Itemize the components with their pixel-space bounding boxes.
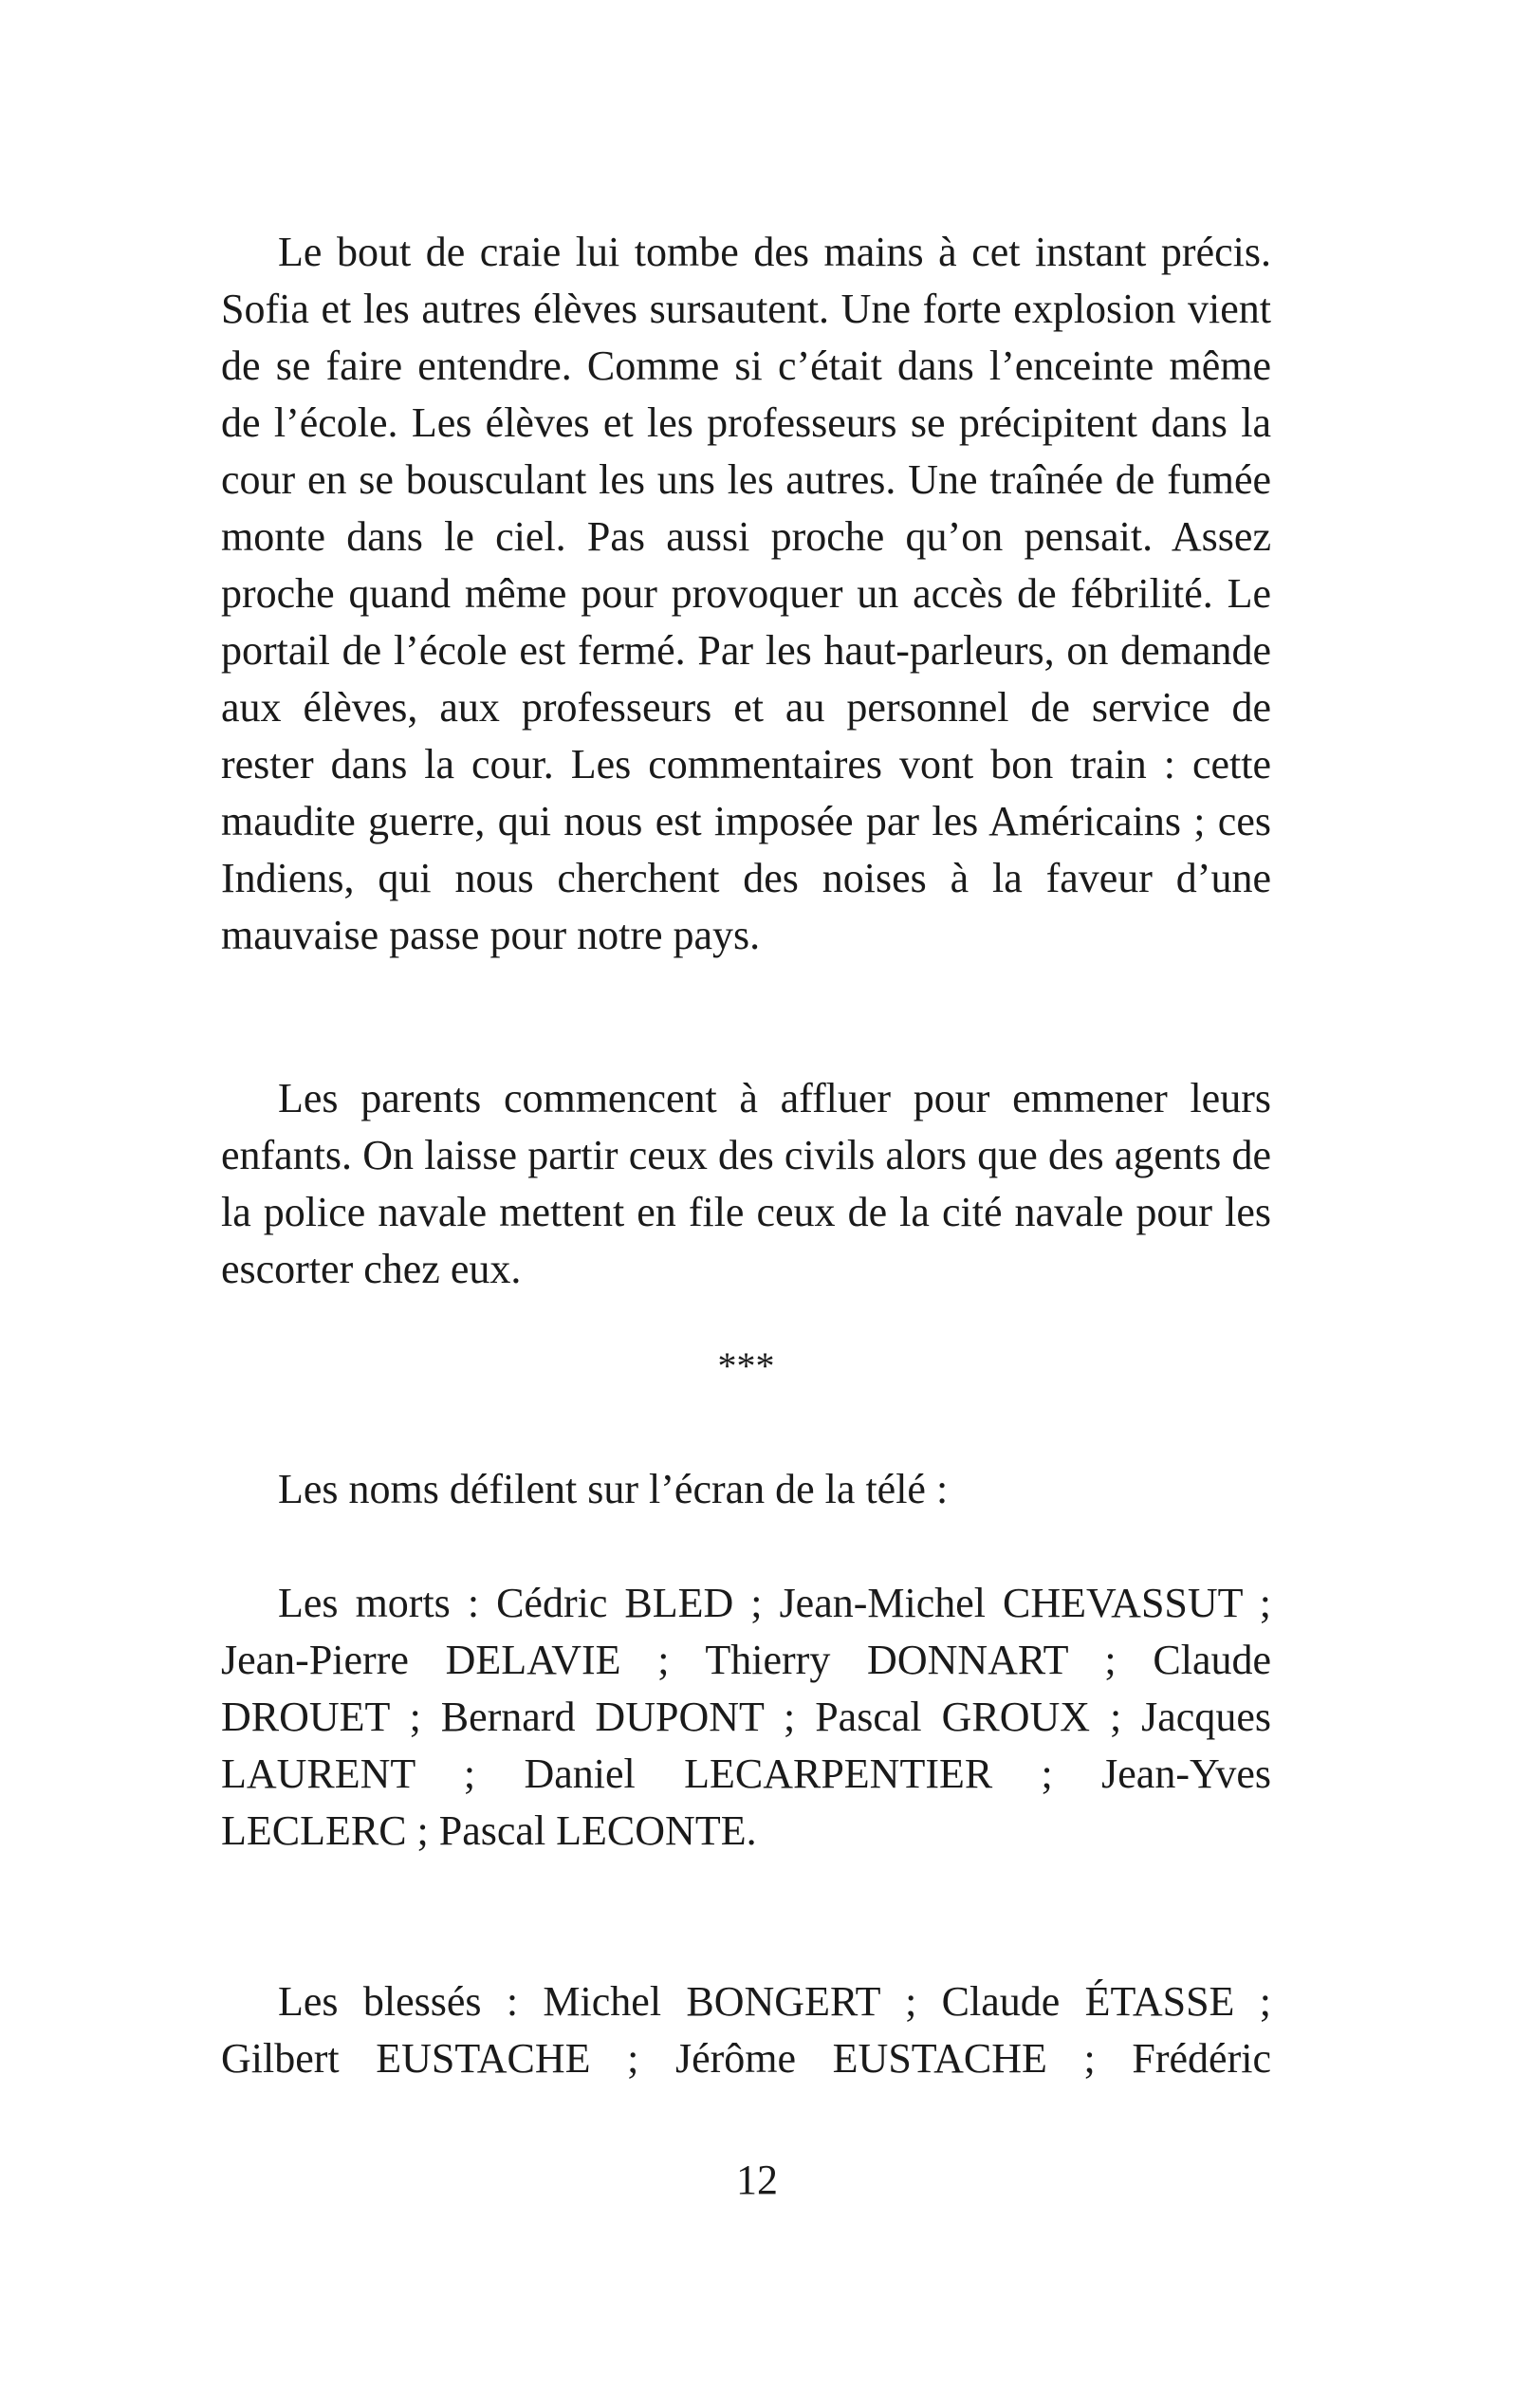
paragraph-explosion: Le bout de craie lui tombe des mains à cet instant précis. Sofia et les autres élèves sursautent. Une forte explosion vient de se faire entendre. Comme si c’était dans l’enceinte même de l’école. Les élèves et les professeurs se précipitent dans la cour en se bousculant les uns les autres. Une traînée de fumée monte dans le ciel. Pas aussi proche qu’on pensait. Assez proche quand même pour provoquer un accès de fébrilité. Le portail de l’école est fermé. Par les haut-parleurs, on demande aux élèves, aux professeurs et au personnel de service de rester dans la cour. Les commentaires vont bon train : cette maudite guerre, qui nous est imposée par les Américains ; ces Indiens, qui nous cherchent des noises à la faveur d’une mauvaise passe pour notre pays. xyxy=(221,229,1271,958)
paragraph-tv-names: Les noms défilent sur l’écran de la télé : xyxy=(278,1466,949,1512)
paragraph-wounded-list: Les blessés : Michel BONGERT ; Claude ÉTASSE ; Gilbert EUSTACHE ; Jérôme EUSTACHE ; Frédéric xyxy=(221,1978,1271,2082)
page-number: 12 xyxy=(736,2157,778,2203)
paragraph-parents: Les parents commencent à affluer pour emmener leurs enfants. On laisse partir ceux des civils alors que des agents de la police navale mettent en file ceux de la cité navale pour les escorter chez eux. xyxy=(221,1075,1271,1292)
section-separator: *** xyxy=(717,1344,775,1387)
paragraph-dead-list: Les morts : Cédric BLED ; Jean-Michel CHEVASSUT ; Jean-Pierre DELAVIE ; Thierry DONNART ; Claude DROUET ; Bernard DUPONT ; Pascal GROUX ; Jacques LAURENT ; Daniel LECARPENTIER ; Jean-Yves LECLERC ; Pascal LECONTE. xyxy=(221,1580,1271,1854)
